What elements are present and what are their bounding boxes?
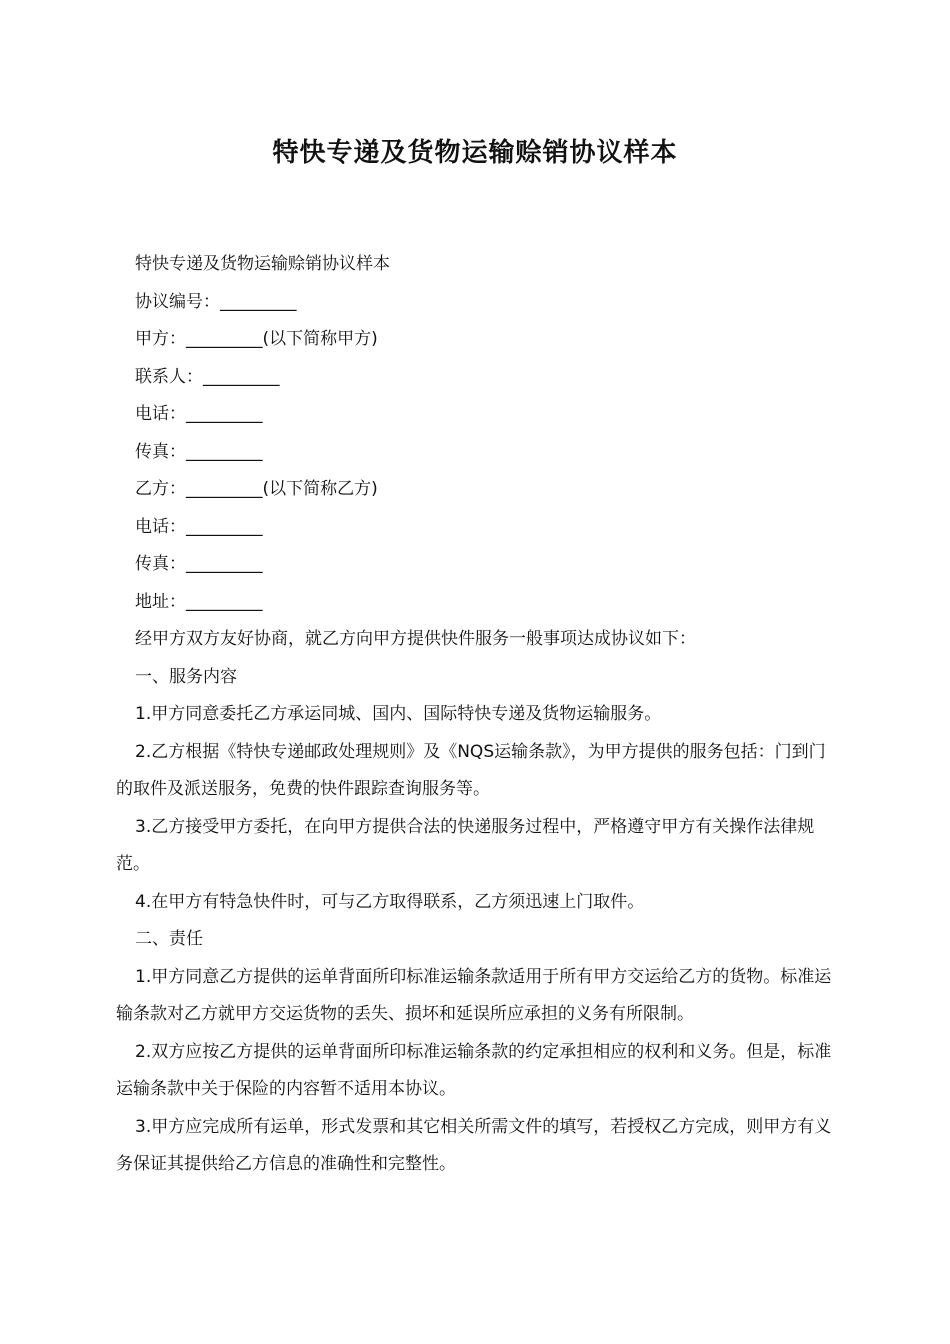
paragraph-fax-b: 传真：_________ (135, 554, 263, 574)
paragraph-phone-a: 电话：_________ (135, 404, 263, 424)
paragraph-phone-b: 电话：_________ (135, 516, 263, 537)
clause-service-4: 4.在甲方有特急快件时，可与乙方取得联系，乙方须迅速上门取件。 (135, 891, 645, 912)
clause-responsibility-2: 2.双方应按乙方提供的运单背面所印标准运输条款的约定承担相应的权利和义务。但是，标准运输条款中关于保险的内容暂不适用本协议。 (116, 1041, 832, 1099)
clause-responsibility-3: 3.甲方应完成所有运单，形式发票和其它相关所需文件的填写，若授权乙方完成，则甲方有义务保证其提供给乙方信息的准确性和完整性。 (116, 1116, 832, 1174)
paragraph-heading: 特快专递及货物运输赊销协议样本 (135, 254, 390, 274)
paragraph-address: 地址：_________ (135, 591, 263, 612)
section-heading-responsibility: 二、责任 (135, 929, 203, 949)
document-title: 特快专递及货物运输赊销协议样本 (272, 138, 678, 168)
paragraph-party-b: 乙方：_________(以下简称乙方) (135, 479, 378, 499)
paragraph-preamble: 经甲方双方友好协商，就乙方向甲方提供快件服务一般事项达成协议如下： (135, 629, 696, 649)
paragraph-agreement-number: 协议编号：_________ (135, 291, 297, 312)
clause-responsibility-1: 1.甲方同意乙方提供的运单背面所印标准运输条款适用于所有甲方交运给乙方的货物。标准运输条款对乙方就甲方交运货物的丢失、损坏和延误所应承担的义务有所限制。 (116, 966, 832, 1024)
document-body (116, 246, 838, 1184)
clause-service-3: 3.乙方接受甲方委托，在向甲方提供合法的快递服务过程中，严格遵守甲方有关操作法律规范。 (116, 816, 815, 874)
paragraph-contact: 联系人：_________ (135, 366, 280, 387)
clause-service-2: 2.乙方根据《特快专递邮政处理规则》及《NQS运输条款》，为甲方提供的服务包括：门到门的取件及派送服务，免费的快件跟踪查询服务等。 (116, 741, 826, 799)
paragraph-fax-a: 传真：_________ (135, 441, 263, 462)
paragraph-party-a: 甲方：_________(以下简称甲方) (135, 329, 378, 349)
section-heading-service: 一、服务内容 (135, 666, 237, 687)
clause-service-1: 1.甲方同意委托乙方承运同城、国内、国际特快专递及货物运输服务。 (135, 704, 662, 724)
